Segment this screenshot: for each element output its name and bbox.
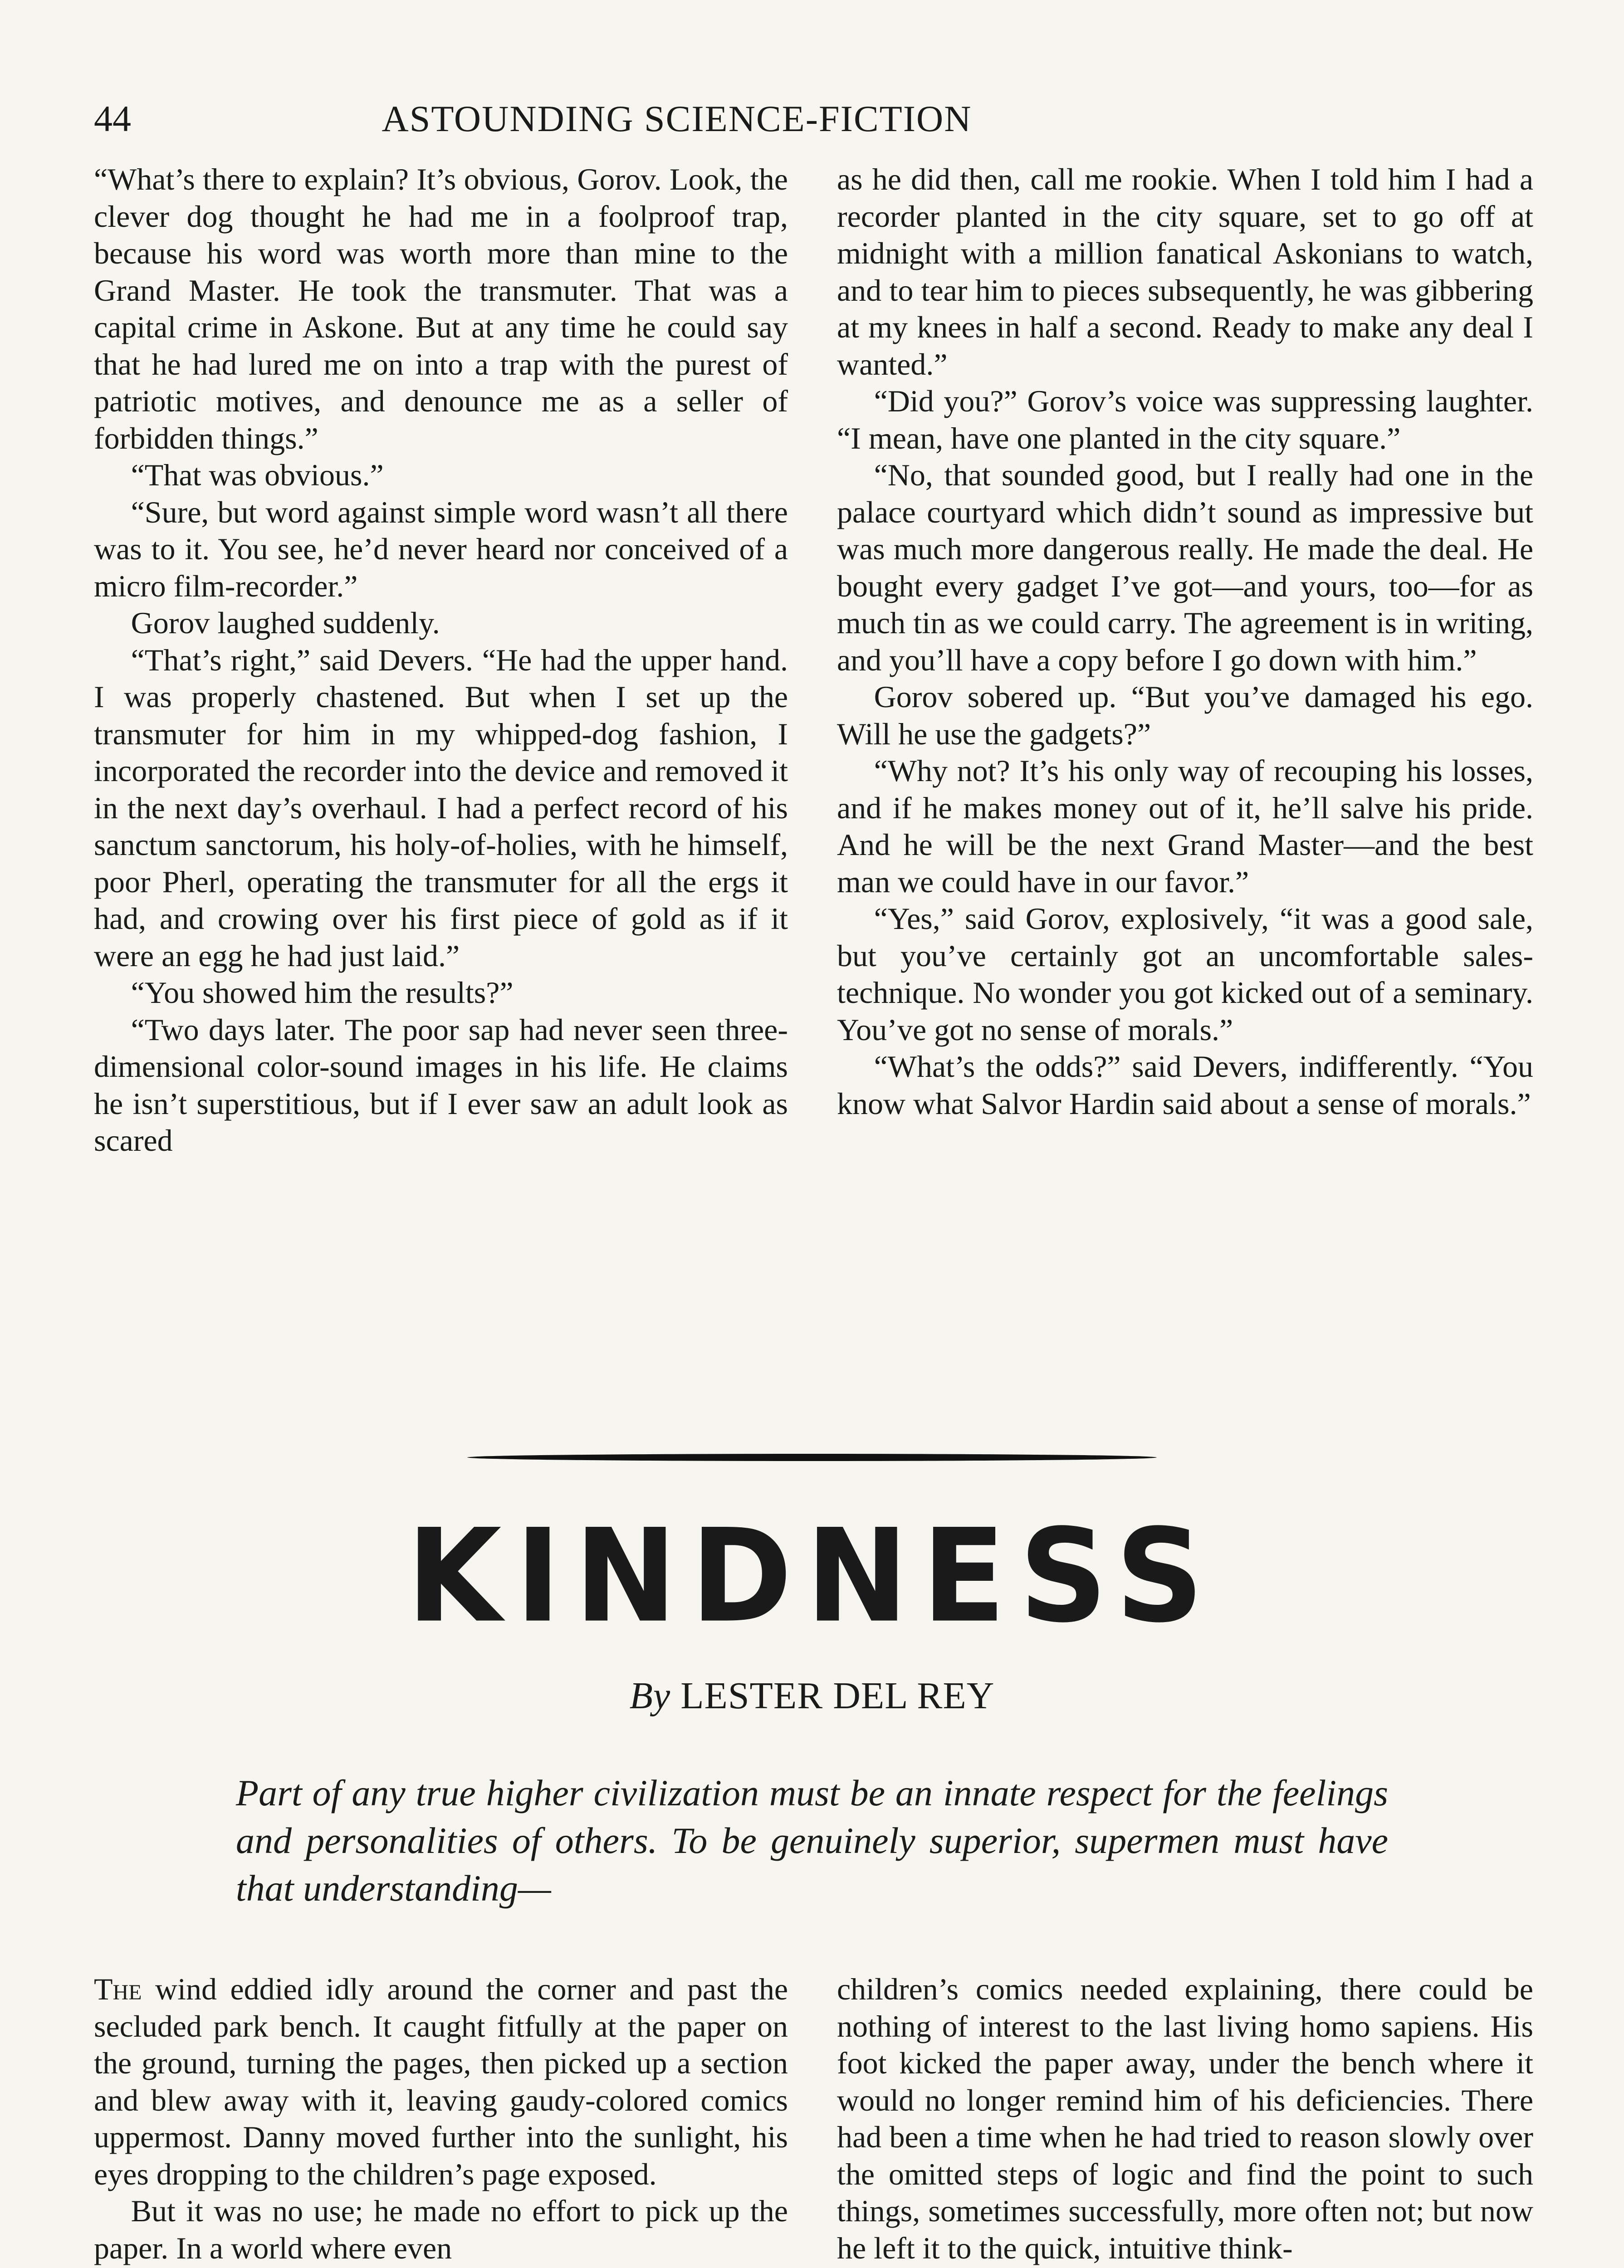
story-blurb: Part of any true higher civilization must be an innate respect for the feelings and personalities of others. To be genuinely superior, supermen must have that understanding— — [236, 1772, 1388, 1909]
paragraph: as he did then, call me rookie. When I told him I had a recorder planted in the city square, set to go off at midnight with a million fanatical Askonians to watch, and to tear him to pieces subsequently, he was gibbering at my knees in half a second. Ready to make any deal I wanted.” — [837, 162, 1533, 381]
paragraph: “What’s the odds?” said Devers, indifferently. “You know what Salvor Hardin said about a sense of morals.” — [837, 1049, 1533, 1121]
byline-author: LESTER DEL REY — [680, 1675, 995, 1717]
story-title: KINDNESS — [406, 1501, 1218, 1651]
paragraph: “Why not? It’s his only way of recouping his losses, and if he makes money out of it, he’ll salve his pride. And he will be the next Grand Master—and the best man we could have in our favor.” — [837, 753, 1533, 899]
opening-paragraph — [94, 1971, 788, 2193]
paragraph: “Two days later. The poor sap had never seen three-dimensional color-sound images in his life. He claims he isn’t superstitious, but if I ever saw an adult look as scared — [94, 1012, 788, 1158]
paragraph: Gorov laughed suddenly. — [131, 606, 440, 640]
paragraph: “What’s there to explain? It’s obvious, Gorov. Look, the clever dog thought he had me in a foolproof trap, because his word was worth more than mine to the Grand Master. He took the transmuter. That was a capital crime in Askone. But at any time he could say that he had lured me on into a trap with the purest of patriotic motives, and denounce me as a seller of forbidden things.” — [94, 162, 788, 455]
paragraph: “Did you?” Gorov’s voice was suppressing laughter. “I mean, have one planted in the city square.” — [837, 384, 1533, 455]
byline-by: By — [629, 1675, 671, 1717]
paragraph: Gorov sobered up. “But you’ve damaged his ego. Will he use the gadgets?” — [837, 679, 1533, 751]
column-2-text — [837, 161, 1533, 1122]
paragraph: “That was obvious.” — [131, 458, 384, 492]
paragraph: children’s comics needed explaining, there could be nothing of interest to the last living homo sapiens. His foot kicked the paper away, under the bench where it would no longer remind him of his deficiencies. There had been a time when he had tried to reason slowly over the omitted steps of logic and find the point to such things, sometimes successfully, more often not; but now he left it to the quick, intuitive think- — [837, 1972, 1533, 2265]
page-number: 44 — [94, 98, 131, 139]
paragraph: “Sure, but word against simple word wasn’t all there was to it. You see, he’d never heard nor conceived of a micro film-recorder.” — [94, 494, 788, 603]
section-divider-rule — [467, 1454, 1157, 1461]
paragraph: “No, that sounded good, but I really had one in the palace courtyard which didn’t sound as impressive but was much more dangerous really. He made the deal. He bought every gadget I’ve got—and yours, too—for as much tin as we could carry. The agreement is in writing, and you’ll have a copy before I go down with him.” — [837, 458, 1533, 677]
column-3-text — [94, 1971, 788, 2267]
paragraph: “Yes,” said Gorov, explosively, “it was a good sale, but you’ve certainly got an uncomfortable sales-technique. No wonder you got kicked out of a seminary. You’ve got no sense of morals.” — [837, 901, 1533, 1047]
opening-word: The — [94, 1972, 142, 2006]
column-4-text — [837, 1971, 1533, 2267]
paragraph: “That’s right,” said Devers. “He had the upper hand. I was properly chastened. But when I set up the transmuter for him in my whipped-dog fashion, I incorporated the recorder into the device and removed it in the next day’s overhaul. I had a perfect record of his sanctum sanctorum, his holy-of-holies, with he himself, poor Pherl, operating the transmuter for all the ergs it had, and crowing over his first piece of gold as if it were an egg he had just laid.” — [94, 642, 788, 973]
running-title: ASTOUNDING SCIENCE-FICTION — [382, 98, 972, 139]
opening-paragraph-rest: wind eddied idly around the corner and past the secluded park bench. It caught fitfully at the paper on the ground, turning the pages, then picked up a section and blew away with it, leaving gaudy-colored comics uppermost. Danny moved further into the sunlight, his eyes dropping to the children’s page exposed. — [94, 1972, 788, 2191]
column-1-text — [94, 161, 788, 1159]
byline — [0, 1674, 1624, 1718]
paragraph: But it was no use; he made no effort to pick up the paper. In a world where even — [94, 2194, 788, 2265]
paragraph: “You showed him the results?” — [131, 975, 514, 1010]
page-header — [94, 93, 1260, 152]
